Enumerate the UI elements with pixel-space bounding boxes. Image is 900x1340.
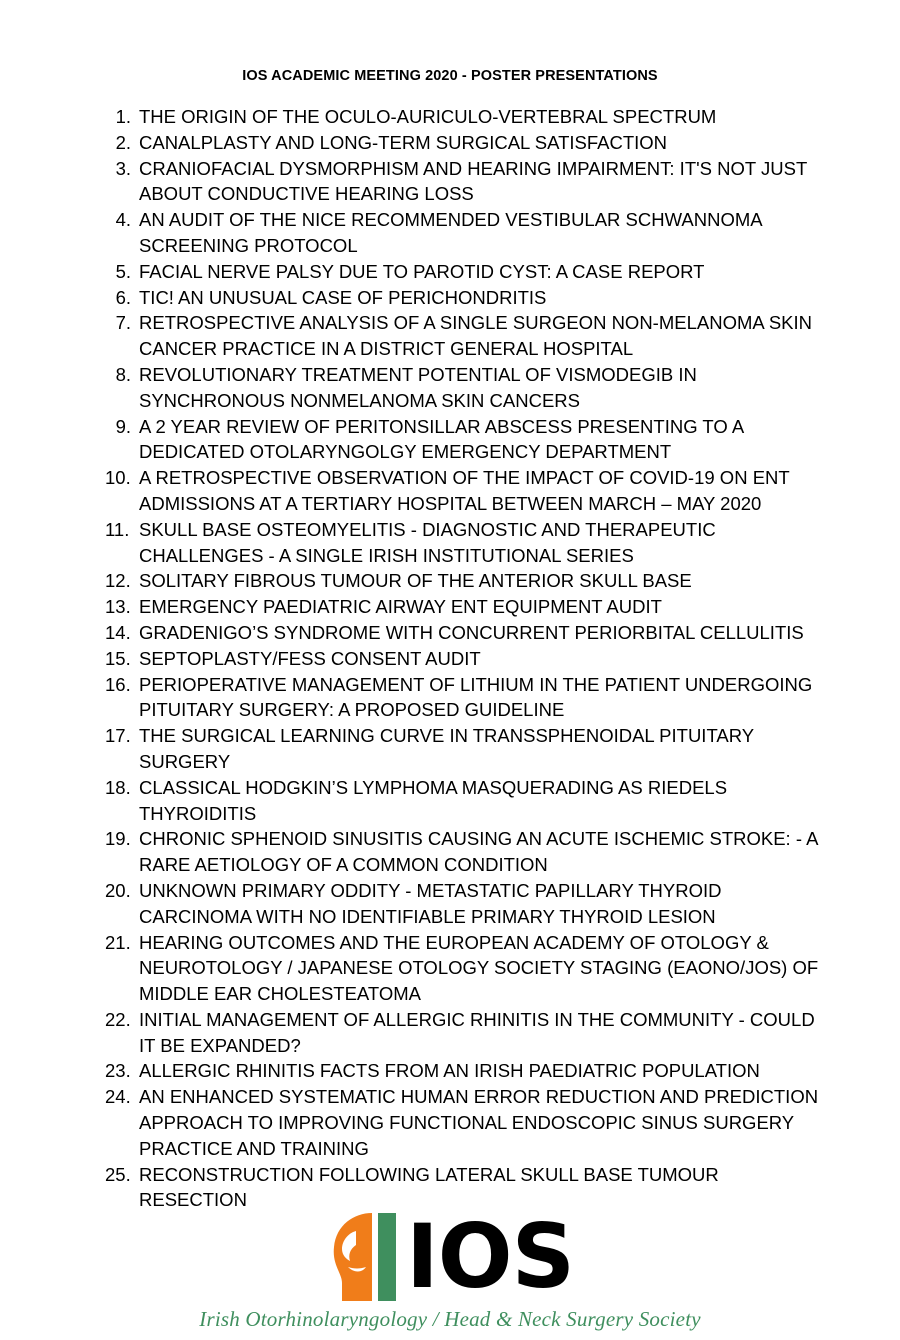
list-item-label: REVOLUTIONARY TREATMENT POTENTIAL OF VISMODEGIB IN SYNCHRONOUS NONMELANOMA SKIN CANCERS [139,363,697,411]
list-item-label: HEARING OUTCOMES AND THE EUROPEAN ACADEMY OF OTOLOGY & NEUROTOLOGY / JAPANESE OTOLOGY SOCIETY STAGING (EAONO/JOS) OF MIDDLE EAR CHOLESTEATOMA [139,931,819,1005]
list-item-number: 2. [115,131,131,153]
list-item-label: FACIAL NERVE PALSY DUE TO PAROTID CYST: A CASE REPORT [139,260,705,282]
list-item-number: 25. [105,1163,131,1185]
logo-wordmark: IOS [406,1205,574,1308]
list-item [105,826,830,878]
list-item-label: ALLERGIC RHINITIS FACTS FROM AN IRISH PAEDIATRIC POPULATION [139,1060,760,1082]
list-item-number: 7. [115,312,131,334]
list-item-number: 18. [105,776,131,798]
document-page [0,68,900,1340]
list-item-number: 17. [105,725,131,747]
list-item-number: 22. [105,1008,131,1030]
list-item-label: THE ORIGIN OF THE OCULO-AURICULO-VERTEBRAL SPECTRUM [139,106,717,127]
list-item-label: PERIOPERATIVE MANAGEMENT OF LITHIUM IN THE PATIENT UNDERGOING PITUITARY SURGERY: A PROPOSED GUIDELINE [139,673,813,721]
list-item-number: 5. [115,260,131,282]
list-item-number: 12. [105,570,131,592]
list-item-label: UNKNOWN PRIMARY ODDITY - METASTATIC PAPILLARY THYROID CARCINOMA WITH NO IDENTIFIABLE PRIMARY THYROID LESION [139,879,722,927]
list-item-label: SKULL BASE OSTEOMYELITIS - DIAGNOSTIC AND THERAPEUTIC CHALLENGES - A SINGLE IRISH INSTITUTIONAL SERIES [139,518,716,566]
list-item [105,207,830,259]
list-item [105,285,830,311]
list-item [105,620,830,646]
list-item-label: GRADENIGO’S SYNDROME WITH CONCURRENT PERIORBITAL CELLULITIS [139,621,804,643]
list-item [105,1084,830,1161]
list-item [105,646,830,672]
list-item-label: RETROSPECTIVE ANALYSIS OF A SINGLE SURGEON NON-MELANOMA SKIN CANCER PRACTICE IN A DISTRICT GENERAL HOSPITAL [139,312,813,360]
list-item [105,362,830,414]
list-item-number: 1. [115,106,131,127]
list-item-number: 4. [115,209,131,231]
list-item-label: SEPTOPLASTY/FESS CONSENT AUDIT [139,647,481,669]
list-item-label: SOLITARY FIBROUS TUMOUR OF THE ANTERIOR SKULL BASE [139,570,692,592]
list-item-number: 19. [105,828,131,850]
list-item [105,310,830,362]
list-item [105,130,830,156]
list-item [105,104,830,130]
list-item-label: EMERGENCY PAEDIATRIC AIRWAY ENT EQUIPMENT AUDIT [139,596,662,618]
list-item [105,878,830,930]
list-item [105,517,830,569]
list-item-number: 24. [105,1086,131,1108]
list-item [105,414,830,466]
list-item-label: THE SURGICAL LEARNING CURVE IN TRANSSPHENOIDAL PITUITARY SURGERY [139,725,754,772]
list-item-label: CLASSICAL HODGKIN’S LYMPHOMA MASQUERADING AS RIEDELS THYROIDITIS [139,776,728,824]
list-item-number: 15. [105,647,131,669]
list-item-number: 6. [115,286,131,308]
list-item-number: 11. [105,518,130,540]
list-item [105,1058,830,1084]
logo-tagline: Irish Otorhinolaryngology / Head & Neck Surgery Society [199,1307,701,1331]
list-item-label: RECONSTRUCTION FOLLOWING LATERAL SKULL BASE TUMOUR RESECTION [139,1163,719,1211]
list-item-number: 13. [105,596,131,618]
list-item-number: 10. [105,467,131,489]
list-item-number: 8. [115,363,131,385]
list-item [105,775,830,827]
list-item-label: CRANIOFACIAL DYSMORPHISM AND HEARING IMPAIRMENT: IT'S NOT JUST ABOUT CONDUCTIVE HEARING LOSS [139,157,807,205]
list-item-label: TIC! AN UNUSUAL CASE OF PERICHONDRITIS [139,286,547,308]
list-item [105,1007,830,1059]
list-item-number: 3. [115,157,131,179]
list-item [105,259,830,285]
list-item-label: CHRONIC SPHENOID SINUSITIS CAUSING AN ACUTE ISCHEMIC STROKE: - A RARE AETIOLOGY OF A COMMON CONDITION [139,828,818,876]
page-title: IOS ACADEMIC MEETING 2020 - POSTER PRESENTATIONS [242,68,658,84]
poster-presentation-list [0,104,900,1213]
list-item-label: CANALPLASTY AND LONG-TERM SURGICAL SATISFACTION [139,131,668,153]
list-item-label: A 2 YEAR REVIEW OF PERITONSILLAR ABSCESS PRESENTING TO A DEDICATED OTOLARYNGOLGY EMERGENCY DEPARTMENT [139,415,744,463]
list-item-label: INITIAL MANAGEMENT OF ALLERGIC RHINITIS IN THE COMMUNITY - COULD IT BE EXPANDED? [139,1008,815,1056]
list-item [105,672,830,724]
list-item-number: 14. [105,621,131,643]
list-item-number: 21. [105,931,131,953]
list-item-number: 23. [105,1060,131,1082]
ios-logo [0,1205,900,1332]
list-item-label: AN AUDIT OF THE NICE RECOMMENDED VESTIBULAR SCHWANNOMA SCREENING PROTOCOL [139,209,762,256]
list-item-label: A RETROSPECTIVE OBSERVATION OF THE IMPACT OF COVID-19 ON ENT ADMISSIONS AT A TERTIARY HOSPITAL BETWEEN MARCH – MAY 2020 [139,467,790,514]
list-item-number: 20. [105,879,131,901]
list-item [105,594,830,620]
list-item [105,568,830,594]
list-item-label: AN ENHANCED SYSTEMATIC HUMAN ERROR REDUCTION AND PREDICTION APPROACH TO IMPROVING FUNCTIONAL ENDOSCOPIC SINUS SURGERY PRACTICE AND TRAINING [139,1086,819,1159]
logo-row [326,1205,574,1308]
list-item-number: 9. [115,415,131,437]
list-item [105,156,830,208]
list-item [105,930,830,1007]
list-item [105,723,830,775]
list-item [105,465,830,517]
list-item-number: 16. [105,673,131,695]
ios-head-icon [326,1211,400,1303]
